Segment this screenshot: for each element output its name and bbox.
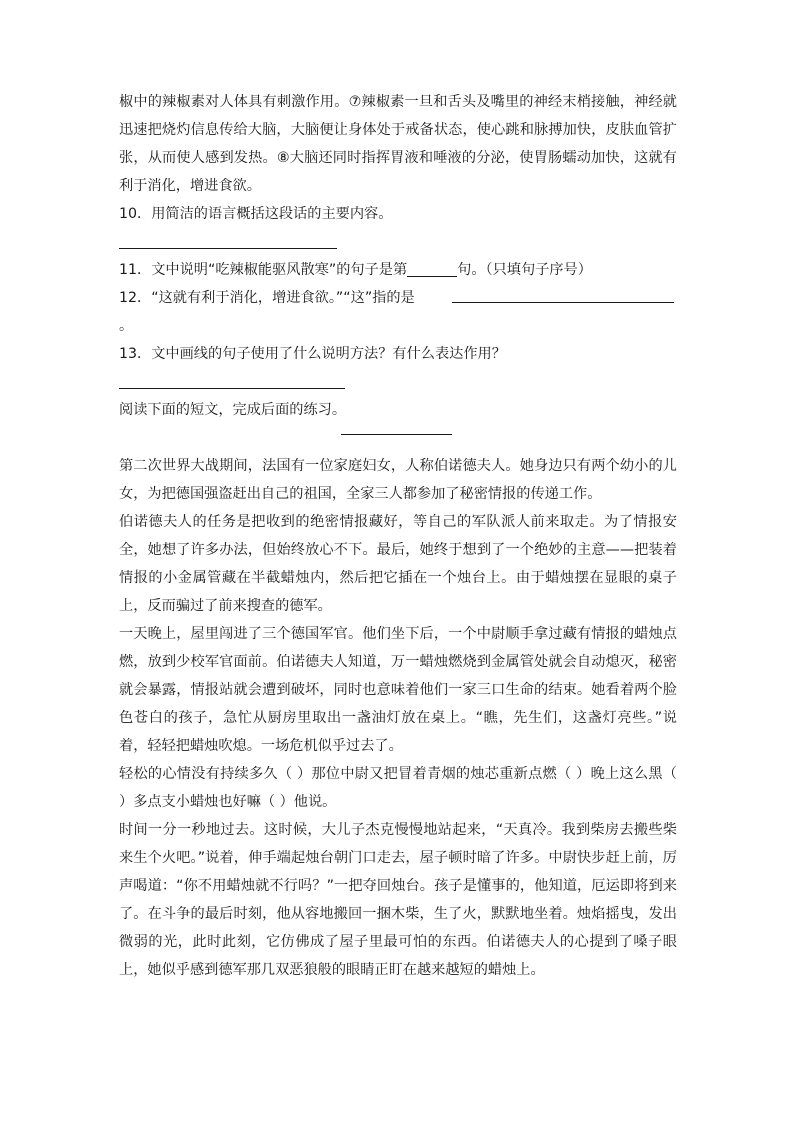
passage1-continuation: 椒中的辣椒素对人体具有刺激作用。⑦辣椒素一旦和舌头及嘴里的神经末梢接触，神经就迅速把烧灼信息传给大脑，大脑便让身体处于戒备状态，使心跳和脉搏加快，皮肤血管扩张，从而使人感到发热。⑧大脑还同时指挥胃液和唾液的分泌，使胃肠蠕动加快，这就有利于消化，增进食欲。 [119,94,677,194]
answer-blank-q11[interactable] [407,258,457,277]
passage-title-blank[interactable] [119,424,677,452]
question-13: 13．文中画线的句子使用了什么说明方法？有什么表达作用？ [119,346,506,362]
question-11 [119,256,677,284]
answer-blank-q12[interactable] [452,284,674,303]
passage2-paragraph-2: 伯诺德夫人的任务是把收到的绝密情报藏好，等自己的军队派人前来取走。为了情报安全，她想了许多办法，但始终放心不下。最后，她终于想到了一个绝妙的主意——把装着情报的小金属管藏在半截蜡烛内，然后把它插在一个烛台上。由于蜡烛摆在显眼的桌子上，反而骗过了前来搜查的德军。 [119,514,677,614]
reading-instruction: 阅读下面的短文，完成后面的练习。 [119,402,347,418]
answer-line-q13[interactable] [119,368,677,396]
passage2-paragraph-1: 第二次世界大战期间，法国有一位家庭妇女，人称伯诺德夫人。她身边只有两个幼小的儿女，为把德国强盗赶出自己的祖国，全家三人都参加了秘密情报的传递工作。 [119,458,677,502]
question-11-text: 11．文中说明“吃辣椒能驱风散寒”的句子是第 [119,262,408,278]
question-10: 10．用简洁的语言概括这段话的主要内容。 [119,206,393,222]
question-12 [119,284,677,312]
question-12-text: 12．“这就有利于消化，增进食欲。”“这”指的是 [119,290,415,306]
worksheet-page [119,88,677,984]
passage2-paragraph-4: 轻松的心情没有持续多久（ ）那位中尉又把冒着青烟的烛芯重新点燃（ ）晚上这么黑（ ）多点支小蜡烛也好嘛（ ）他说。 [119,766,677,810]
passage2-paragraph-3: 一天晚上，屋里闯进了三个德国军官。他们坐下后，一个中尉顺手拿过藏有情报的蜡烛点燃，放到少校军官面前。伯诺德夫人知道，万一蜡烛燃烧到金属管处就会自动熄灭，秘密就会暴露，情报站就会遭到破坏，同时也意味着他们一家三口生命的结束。她看着两个脸色苍白的孩子，急忙从厨房里取出一盏油灯放在桌上。“瞧，先生们，这盏灯亮些。”说着，轻轻把蜡烛吹熄。一场危机似乎过去了。 [119,626,677,754]
answer-line-q10[interactable] [119,228,677,256]
passage2-paragraph-5: 时间一分一秒地过去。这时候，大儿子杰克慢慢地站起来，“天真冷。我到柴房去搬些柴来生个火吧。”说着，伸手端起烛台朝门口走去，屋子顿时暗了许多。中尉快步赶上前，厉声喝道：“你不用蜡烛就不行吗？”一把夺回烛台。孩子是懂事的，他知道，厄运即将到来了。在斗争的最后时刻，他从容地搬回一捆木柴，生了火，默默地坐着。烛焰摇曳，发出微弱的光，此时此刻，它仿佛成了屋子里最可怕的东西。伯诺德夫人的心提到了嗓子眼上，她似乎感到德军那几双恶狼般的眼睛正盯在越来越短的蜡烛上。 [119,822,677,978]
question-11-suffix: 句。（只填句子序号） [457,262,592,278]
question-12-end: 。 [119,318,134,334]
